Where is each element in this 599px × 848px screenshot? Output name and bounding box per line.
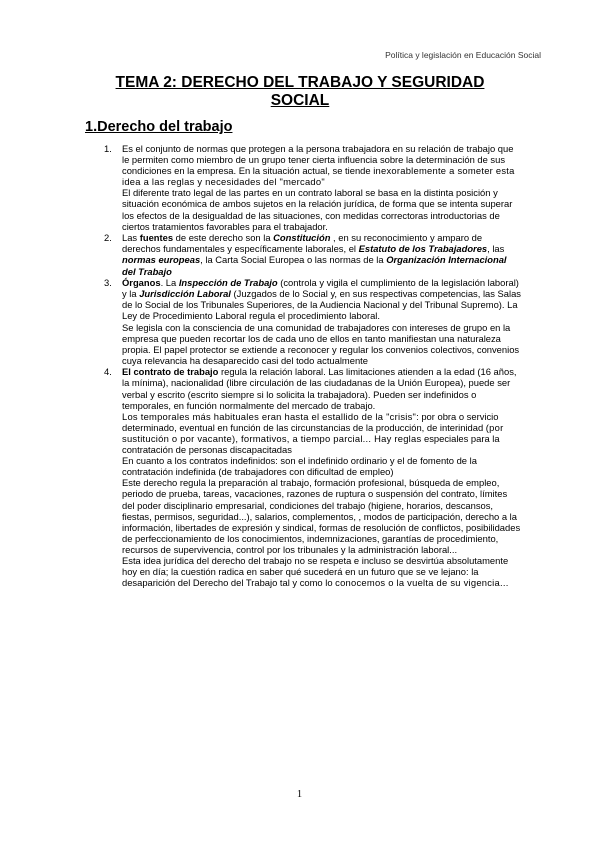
paragraph: Los temporales más habituales eran hasta el estallido de la "crisis": por obra o servicio determinado, eventual en función de las circunstancias de la producción, de interinidad (por sustitución o por vacante), formativos, a tiempo parcial... Hay reglas especiales para la contratación de personas discapacitadas [122,410,504,456]
section-heading: 1.Derecho del trabajo [85,119,233,135]
list-item [104,143,522,232]
paragraph: El contrato de trabajo regula la relación laboral. Las limitaciones atienden a la edad (16 años, la mínima), nacionalidad (libre circulación de las ciudadanas de la Unión Europea), puede ser verbal y escrito (escrito siempre si lo solicita la trabajadora). Pueden ser indefinidos o temporales, en función normalmente del mercado de trabajo. [122,366,517,411]
item-number: 2. [104,232,112,244]
page-number: 1 [296,789,303,800]
item-number: 3. [104,277,112,289]
list-item [104,232,522,277]
item-number: 4. [104,366,112,378]
list-item [104,366,522,589]
paragraph: Es el conjunto de normas que protegen a la persona trabajadora en su relación de trabajo que le permiten como miembro de un grupo tener cierta influencia sobre la determinación de sus condiciones en la empresa. En la situación actual, se tiende inexorablemente a someter esta idea a las reglas y necesidades del "mercado" [122,143,515,188]
page-title [100,74,500,110]
paragraph: Este derecho regula la preparación al trabajo, formación profesional, búsqueda de empleo, periodo de prueba, tareas, vacaciones, razones de ruptura o suspensión del contrato, límites del poder disciplinario empresarial, condiciones del trabajo (higiene, horarios, descansos, fiestas, permisos, seguridad...), salarios, complementos, , modos de participación, derecho a la información, libertades de expresión y sindical, formas de resolución de conflictos, posibilidades de perfeccionamiento de los conocimientos, indemnizaciones, garantías de procedimiento, recursos de supervivencia, control por los tribunales y la administración laboral... [122,477,521,555]
title-line-1: TEMA 2: DERECHO DEL TRABAJO Y SEGURIDAD [115,74,485,91]
numbered-list [104,143,522,589]
paragraph: El diferente trato legal de las partes en un contrato laboral se basa en la distinta posición y situación económica de ambos sujetos en la relación jurídica, de forma que se intenta superar los efectos de la desigualdad de las situaciones, con medidas correctoras introductorias de ciertos tratamientos favorables para el trabajador. [122,187,513,232]
paragraph: Órganos. La Inspección de Trabajo (controla y vigila el cumplimiento de la legislación laboral) y la Jurisdicción Laboral (Juzgados de lo Social y, en sus respectivas competencias, las Salas de lo Social de los Tribunales Superiores, de la Audiencia Nacional y del Tribunal Supremo). La Ley de Procedimiento Laboral regula el procedimiento laboral. [122,277,521,322]
paragraph: Se legisla con la consciencia de una comunidad de trabajadores con intereses de grupo en la empresa que pueden recortar los de cada uno de ellos en tanto manifiestan una naturaleza propia. El papel protector se extiende a reconocer y regular los convenios colectivos, convenios cuya relevancia ha desaparecido casi del todo actualmente [122,321,520,366]
paragraph: En cuanto a los contratos indefinidos: son el indefinido ordinario y el de fomento de la contratación indefinida (de trabajadores con dificultad de empleo) [122,455,477,478]
title-line-2: SOCIAL [270,92,330,109]
paragraph: Las fuentes de este derecho son la Constitución , en su reconocimiento y amparo de derechos fundamentales y específicamente laborales, el Estatuto de los Trabajadores, las normas europeas, la Carta Social Europea o las normas de la Organización Internacional del Trabajo [122,232,507,277]
paragraph: Esta idea jurídica del derecho del trabajo no se respeta e incluso se desvirtúa absolutamente hoy en día; la cuestión radica en saber qué sucederá en un futuro que se ve lejano: la desaparición del Derecho del Trabajo tal y como lo conocemos o la vuelta de su vigencia... [122,554,509,589]
item-number: 1. [104,143,112,154]
running-header: Política y legislación en Educación Social [385,50,541,60]
list-item [104,277,522,366]
